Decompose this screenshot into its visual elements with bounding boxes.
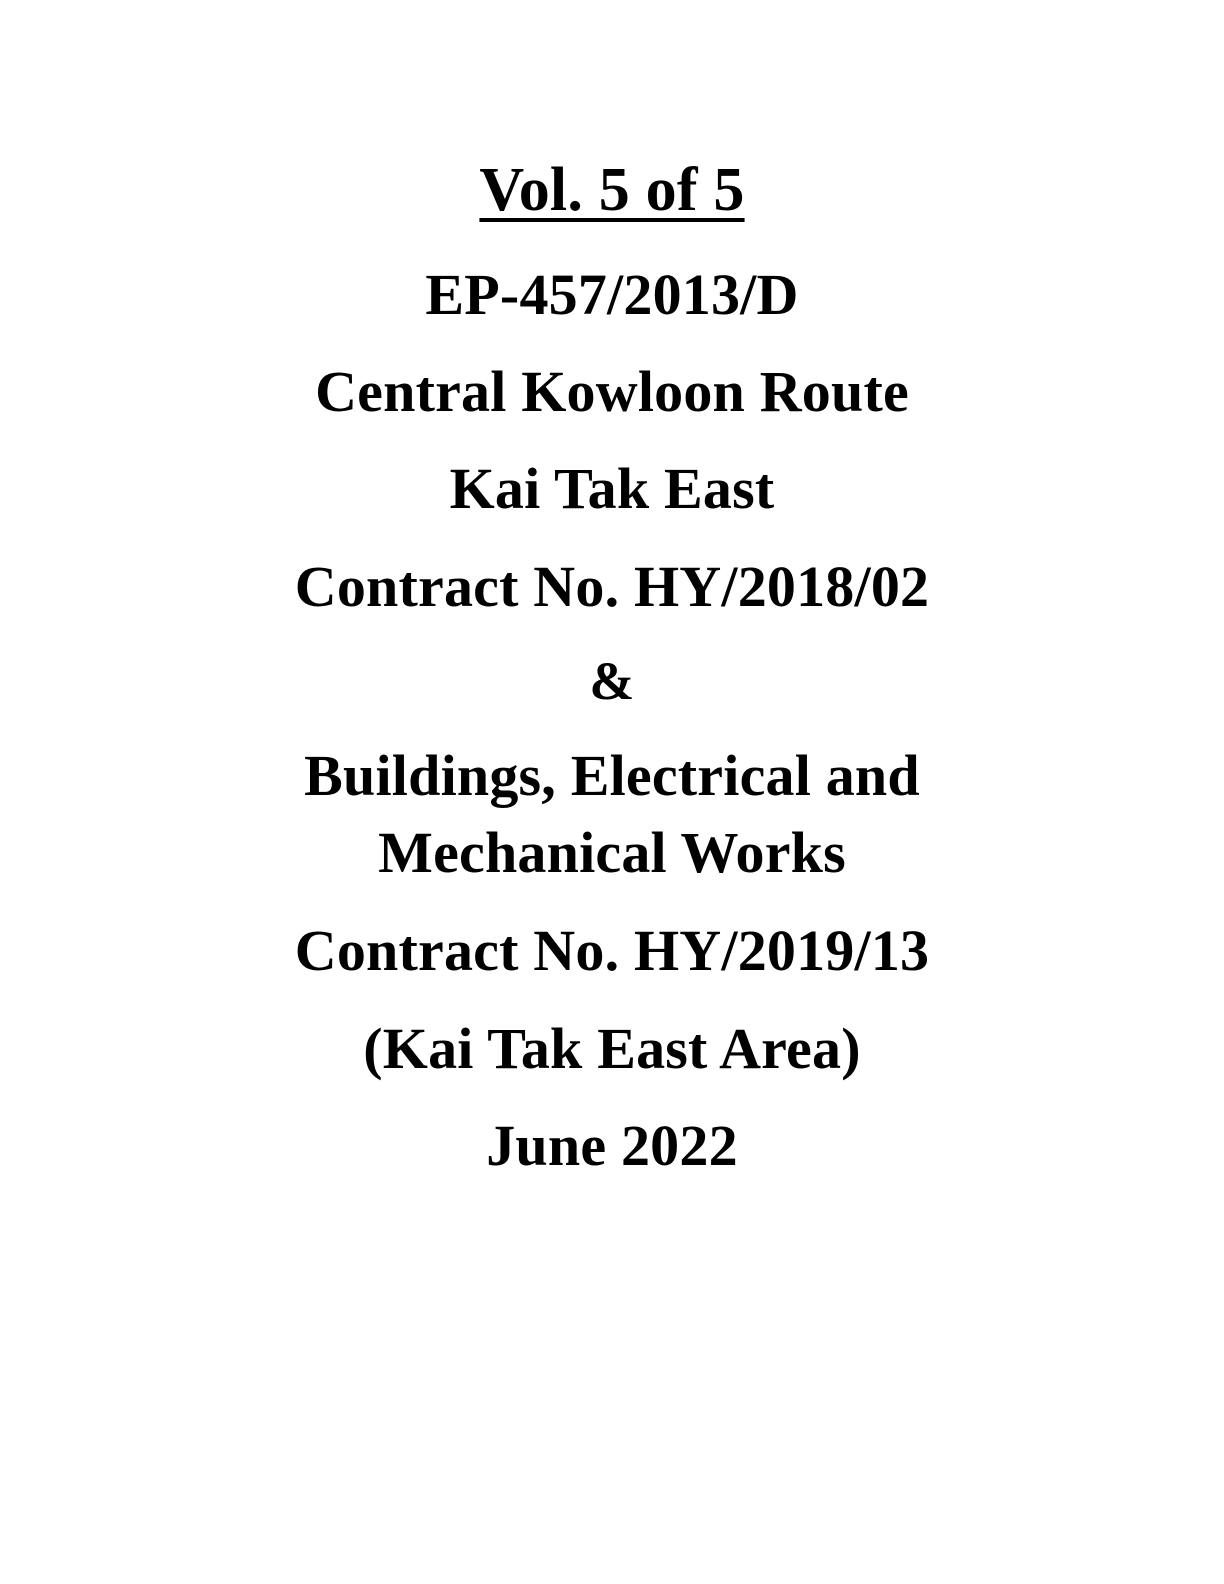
reference-number: EP-457/2013/D — [425, 261, 799, 327]
document-date: June 2022 — [486, 1113, 738, 1179]
contract-number-secondary: Contract No. HY/2019/13 — [294, 918, 930, 984]
project-name: Central Kowloon Route — [315, 358, 909, 424]
works-description: Buildings, Electrical and Mechanical Works — [304, 743, 920, 885]
title-block — [120, 150, 1104, 1184]
conjunction-symbol: & — [589, 651, 635, 712]
contract-number-primary: Contract No. HY/2018/02 — [294, 553, 930, 619]
volume-label: Vol. 5 of 5 — [479, 156, 745, 224]
project-area: Kai Tak East — [449, 456, 775, 522]
area-note: (Kai Tak East Area) — [363, 1015, 861, 1081]
